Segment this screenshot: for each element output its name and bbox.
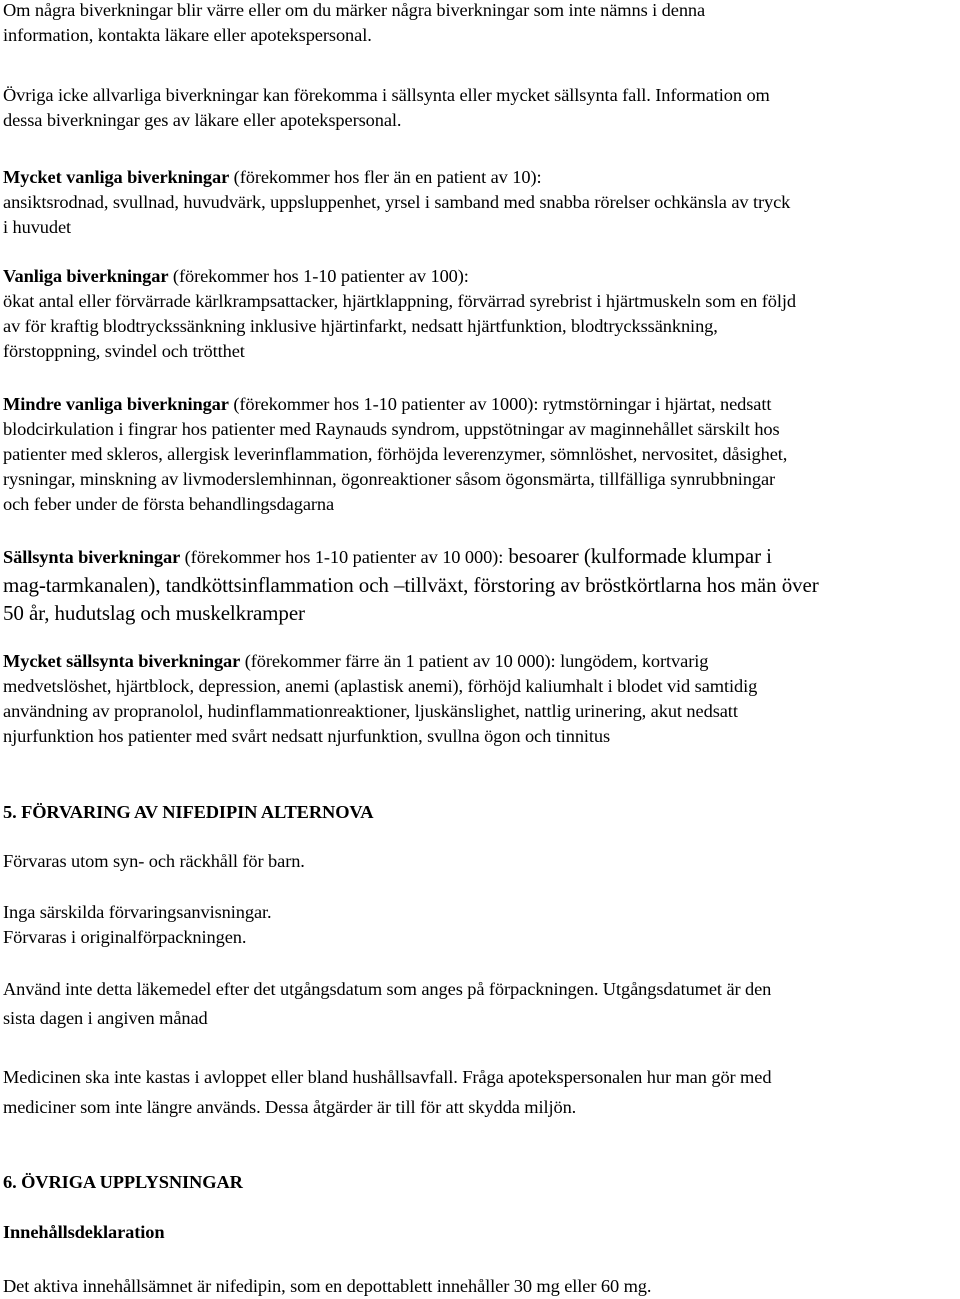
text-line: mediciner som inte längre används. Dessa åtgärder är till för att skydda miljön. <box>3 1097 577 1117</box>
text-line: sista dagen i angiven månad <box>3 1008 208 1028</box>
text-line: ökat antal eller förvärrade kärlkrampsattacker, hjärtklappning, förvärrad syrebrist i hjärtmuskeln som en följd <box>3 291 796 311</box>
text-line: Medicinen ska inte kastas i avloppet eller bland hushållsavfall. Fråga apotekspersonalen hur man gör med <box>3 1067 772 1087</box>
section-5-heading: 5. FÖRVARING AV NIFEDIPIN ALTERNOVA <box>3 802 374 822</box>
text-line: medvetslöshet, hjärtblock, depression, anemi (aplastisk anemi), förhöjd kaliumhalt i blodet vid samtidig <box>3 676 758 696</box>
text-line: blodcirkulation i fingrar hos patienter med Raynauds syndrom, uppstötningar av maginnehållet särskilt hos <box>3 419 780 439</box>
content-declaration-text: Det aktiva innehållsämnet är nifedipin, som en depottablett innehåller 30 mg eller 60 mg. <box>3 1276 652 1296</box>
storage-instruction <box>3 900 958 950</box>
expiry-paragraph <box>3 975 958 1033</box>
uncommon-side-effects <box>3 392 958 517</box>
content-declaration-heading: Innehållsdeklaration <box>3 1222 165 1242</box>
frequency-line <box>3 165 958 190</box>
storage-instruction: Förvaras utom syn- och räckhåll för barn. <box>3 851 305 871</box>
disposal-paragraph <box>3 1062 958 1122</box>
frequency-line <box>3 542 958 571</box>
intro-paragraph-1 <box>3 0 958 48</box>
frequency-line <box>3 649 958 674</box>
frequency-label: Sällsynta biverkningar <box>3 547 181 567</box>
frequency-description: (förekommer hos fler än en patient av 10): <box>229 167 542 187</box>
very-rare-side-effects <box>3 649 958 749</box>
text-line: 50 år, hudutslag och muskelkramper <box>3 601 305 625</box>
frequency-label: Vanliga biverkningar <box>3 266 169 286</box>
text-line: förstoppning, svindel och trötthet <box>3 341 245 361</box>
intro-paragraph-2 <box>3 83 958 133</box>
side-effect-text: besoarer (kulformade klumpar i <box>503 544 772 568</box>
text-line: information, kontakta läkare eller apotekspersonal. <box>3 25 372 45</box>
text-line: och feber under de första behandlingsdagarna <box>3 494 335 514</box>
frequency-description: (förekommer hos 1-10 patienter av 10 000): <box>180 547 504 567</box>
frequency-label: Mycket vanliga biverkningar <box>3 167 230 187</box>
text-line: Använd inte detta läkemedel efter det utgångsdatum som anges på förpackningen. Utgångsdatumet är den <box>3 979 772 999</box>
text-line: av för kraftig blodtryckssänkning inklusive hjärtinfarkt, nedsatt hjärtfunktion, blodtryckssänkning, <box>3 316 718 336</box>
section-6-heading: 6. ÖVRIGA UPPLYSNINGAR <box>3 1172 243 1192</box>
frequency-description: (förekommer hos 1-10 patienter av 1000): rytmstörningar i hjärtat, nedsatt <box>228 394 772 414</box>
text-line: mag-tarmkanalen), tandköttsinflammation och –tillväxt, förstoring av bröstkörtlarna hos män över <box>3 573 819 597</box>
frequency-line <box>3 392 958 417</box>
very-common-side-effects <box>3 165 958 240</box>
common-side-effects <box>3 264 958 364</box>
frequency-description: (förekommer hos 1-10 patienter av 100): <box>168 266 469 286</box>
text-line: Övriga icke allvarliga biverkningar kan förekomma i sällsynta eller mycket sällsynta fall. Information om <box>3 85 770 105</box>
text-line: Inga särskilda förvaringsanvisningar. <box>3 902 272 922</box>
text-line: ansiktsrodnad, svullnad, huvudvärk, uppsluppenhet, yrsel i samband med snabba rörelser ochkänsla av tryck <box>3 192 791 212</box>
text-line: i huvudet <box>3 217 72 237</box>
text-line: rysningar, minskning av livmoderslemhinnan, ögonreaktioner såsom ögonsmärta, tillfälliga synrubbningar <box>3 469 776 489</box>
text-line: Förvaras i originalförpackningen. <box>3 927 247 947</box>
frequency-line <box>3 264 958 289</box>
frequency-label: Mindre vanliga biverkningar <box>3 394 229 414</box>
frequency-label: Mycket sällsynta biverkningar <box>3 651 241 671</box>
text-line: användning av propranolol, hudinflammationreaktioner, ljuskänslighet, nattlig urinering, akut nedsatt <box>3 701 738 721</box>
frequency-description: (förekommer färre än 1 patient av 10 000): lungödem, kortvarig <box>240 651 709 671</box>
text-line: Om några biverkningar blir värre eller om du märker några biverkningar som inte nämns i denna <box>3 0 706 20</box>
text-line: patienter med skleros, allergisk leverinflammation, förhöjda leverenzymer, sömnlöshet, nervositet, dåsighet, <box>3 444 788 464</box>
text-line: dessa biverkningar ges av läkare eller apotekspersonal. <box>3 110 402 130</box>
text-line: njurfunktion hos patienter med svårt nedsatt njurfunktion, svullna ögon och tinnitus <box>3 726 611 746</box>
rare-side-effects <box>3 542 958 627</box>
